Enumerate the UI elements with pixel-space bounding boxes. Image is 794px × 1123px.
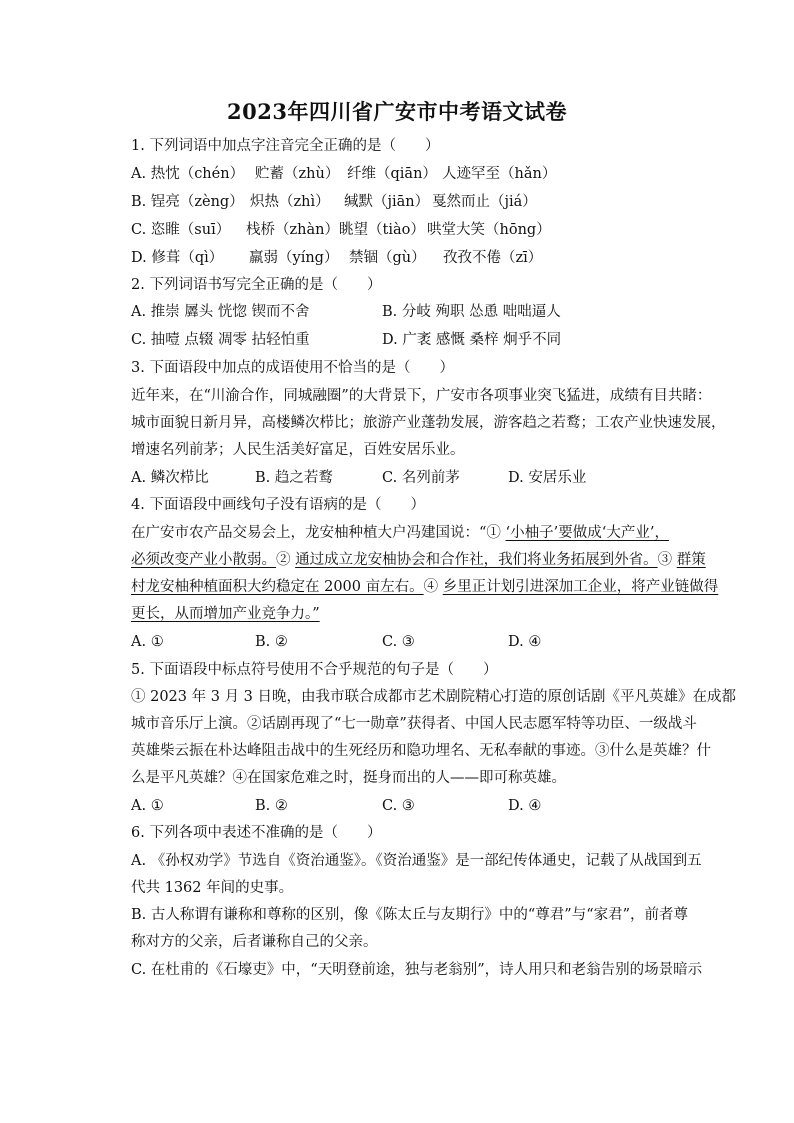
q5-option-c: C. ③: [382, 798, 415, 814]
q3-paragraph-line-1: 近年来，在“川渝合作，同城融圈”的大背景下，广安市各项事业突飞猛进，成绩有目共睹：: [131, 388, 712, 404]
q4-sentence-3-part-a: 群策: [676, 552, 706, 568]
q4-sentence-2: 通过成立龙安柚协会和合作社，我们将业务拓展到外省。: [295, 552, 658, 568]
q2-option-d: D. 广袤 感慨 桑梓 炯乎不同: [382, 332, 562, 348]
q3-option-b: B. 趋之若鹜: [255, 470, 333, 486]
q5-paragraph-line-4: 么是平凡英雄？④在国家危难之时，挺身而出的人——即可称英雄。: [131, 770, 566, 786]
q6-option-a-line-1: A. 《孙权劝学》节选自《资治通鉴》。《资治通鉴》是一部纪传体通史，记载了从战国到五: [131, 853, 702, 869]
page-title: 2023年四川省广安市中考语文试卷: [227, 99, 567, 124]
q2-option-b: B. 分岐 殉职 怂恿 咄咄逼人: [382, 304, 561, 320]
q1-a-4: 人迹罕至（hǎn）: [442, 166, 557, 182]
q3-option-c: C. 名列前茅: [382, 470, 460, 486]
q1-d-4: 孜孜不倦（zī）: [443, 250, 543, 266]
q1-a-2: 贮蓄（zhù）: [255, 166, 340, 182]
q1-a-1: A. 热忱（chén）: [131, 166, 245, 182]
q4-p1-text: 在广安市农产品交易会上，龙安柚种植大户冯建国说：“①: [131, 525, 506, 541]
q1-b-4: 戛然而止（jiá）: [432, 194, 537, 210]
q1-a-3: 纤维（qiān）: [347, 166, 437, 182]
q4-option-d: D. ④: [508, 634, 542, 650]
q6-option-c-line-1: C. 在杜甫的《石壕吏》中，“天明登前途，独与老翁别”，诗人用只和老翁告别的场景暗示: [131, 962, 703, 978]
q4-paragraph-line-1: [131, 523, 669, 543]
q1-d-3: 禁锢（gù）: [349, 250, 426, 266]
q2-stem: 2. 下列词语书写完全正确的是（ ）: [131, 277, 382, 293]
q5-paragraph-line-1: ① 2023 年 3 月 3 日晚，由我市联合成都市艺术剧院精心打造的原创话剧《平凡英雄》在成都: [131, 689, 737, 705]
q1-c-1: C. 恣睢（suī）: [131, 222, 231, 238]
q4-marker-4: ④: [423, 579, 443, 595]
q6-option-b-line-1: B. 古人称谓有谦称和尊称的区别，像《陈太丘与友期行》中的“尊君”与“家君”，前者尊: [131, 907, 689, 923]
q4-sentence-4-part-b: 更长，从而增加产业竞争力。”: [131, 606, 320, 622]
q4-sentence-4-part-a: 乡里正计划引进深加工企业，将产业链做得: [442, 579, 719, 595]
q5-option-d: D. ④: [508, 798, 542, 814]
q1-option-a: [131, 164, 731, 184]
q4-marker-2: ②: [276, 552, 296, 568]
q4-option-a: A. ①: [131, 634, 164, 650]
q4-paragraph-line-3: [131, 577, 718, 597]
q6-option-b-line-2: 称对方的父亲，后者谦称自己的父亲。: [131, 934, 378, 950]
q6-option-a-line-2: 代共 1362 年间的史事。: [131, 880, 294, 896]
q1-option-d: [131, 248, 731, 268]
q4-stem: 4. 下面语段中画线句子没有语病的是（ ）: [131, 497, 425, 513]
q4-option-b: B. ②: [255, 634, 288, 650]
q5-paragraph-line-3: 英雄柴云振在朴达峰阻击战中的生死经历和隐功埋名、无私奉献的事迹。③什么是英雄？什: [131, 743, 711, 759]
q1-d-2: 羸弱（yíng）: [249, 250, 339, 266]
q4-paragraph-line-2: [131, 550, 706, 570]
q3-paragraph-line-2: 城市面貌日新月异，高楼鳞次栉比；旅游产业蓬勃发展，游客趋之若鹜；工农产业快速发展，: [131, 415, 726, 431]
q1-b-2: 炽热（zhì）: [250, 194, 330, 210]
q3-option-a: A. 鳞次栉比: [131, 470, 209, 486]
q5-paragraph-line-2: 城市音乐厅上演。②话剧再现了“七一勋章”获得者、中国人民志愿军特等功臣、一级战斗: [131, 716, 697, 732]
q3-paragraph-line-3: 增速名列前茅；人民生活美好富足，百姓安居乐业。: [131, 442, 465, 458]
q1-c-4: 哄堂大笑（hōng）: [427, 222, 551, 238]
q6-stem: 6. 下列各项中表述不准确的是（ ）: [131, 825, 382, 841]
q5-stem: 5. 下面语段中标点符号使用不合乎规范的句子是（ ）: [131, 662, 498, 678]
q1-stem: 1. 下列词语中加点字注音完全正确的是（ ）: [131, 138, 440, 154]
q3-stem: 3. 下面语段中加点的成语使用不恰当的是（ ）: [131, 360, 454, 376]
q3-option-d: D. 安居乐业: [508, 470, 587, 486]
q1-option-c: [131, 220, 731, 240]
q1-b-1: B. 锃亮（zèng）: [131, 194, 244, 210]
q5-option-a: A. ①: [131, 798, 164, 814]
q4-marker-3: ③: [657, 552, 677, 568]
q2-option-a: A. 推崇 羼头 恍惚 锲而不舍: [131, 304, 310, 320]
q1-c-2: 栈桥（zhàn）: [246, 222, 339, 238]
q4-paragraph-line-4: [131, 604, 320, 624]
q4-sentence-1-part-a: ‘小柚子’要做成‘大产业’，: [505, 525, 669, 541]
q4-sentence-1-part-b: 必须改变产业小散弱。: [131, 552, 276, 568]
q2-option-c: C. 抽噎 点辍 凋零 拈轻怕重: [131, 332, 310, 348]
q1-c-3: 眺望（tiào）: [339, 222, 425, 238]
q1-d-1: D. 修葺（qì）: [131, 250, 224, 266]
q4-option-c: C. ③: [382, 634, 415, 650]
q4-sentence-3-part-b: 村龙安柚种植面积大约稳定在 2000 亩左右。: [131, 579, 424, 595]
q1-b-3: 缄默（jiān）: [344, 194, 430, 210]
q1-option-b: [131, 192, 731, 212]
q5-option-b: B. ②: [255, 798, 288, 814]
